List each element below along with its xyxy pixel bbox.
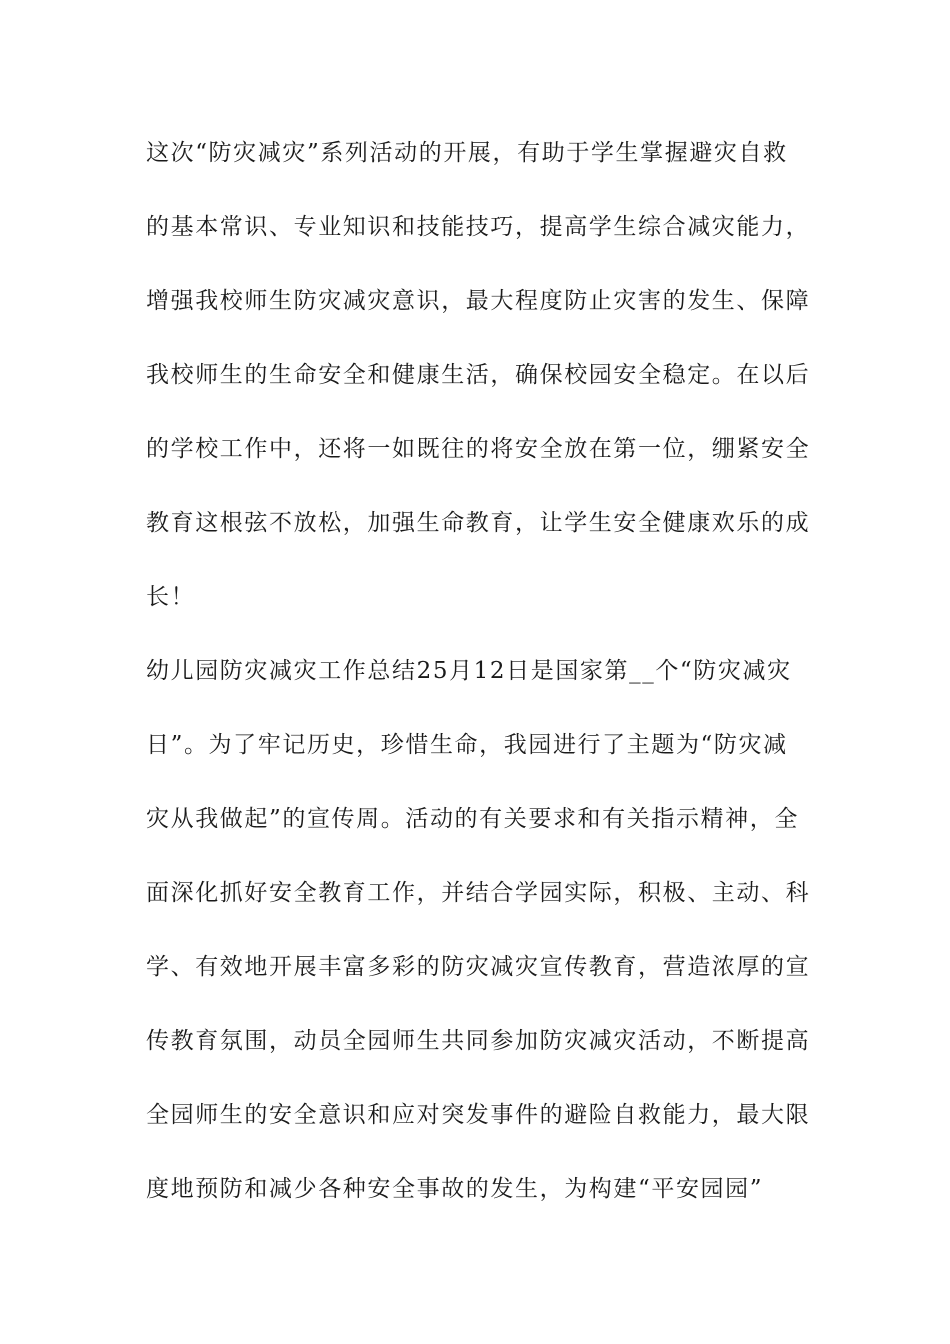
text-line: 我校师生的生命安全和健康生活，确保校园安全稳定。在以后	[146, 362, 811, 388]
text-line: 的学校工作中，还将一如既往的将安全放在第一位，绷紧安全	[146, 436, 811, 462]
text-line: 全园师生的安全意识和应对突发事件的避险自救能力，最大限	[146, 1102, 811, 1128]
text-line: 日”。为了牢记历史，珍惜生命，我园进行了主题为“防灾减	[146, 732, 788, 758]
text-line: 传教育氛围，动员全园师生共同参加防灾减灾活动，不断提高	[146, 1028, 811, 1054]
text-line: 面深化抓好安全教育工作，并结合学园实际，积极、主动、科	[146, 880, 811, 906]
text-line: 教育这根弦不放松，加强生命教育，让学生安全健康欢乐的成	[146, 510, 811, 536]
text-line: 增强我校师生防灾减灾意识，最大程度防止灾害的发生、保障	[146, 288, 811, 314]
text-line: 这次“防灾减灾”系列活动的开展，有助于学生掌握避灾自救	[146, 140, 788, 166]
text-line: 长！	[146, 584, 196, 610]
text-line: 度地预防和减少各种安全事故的发生，为构建“平安园园”	[146, 1176, 764, 1202]
text-line: 灾从我做起”的宣传周。活动的有关要求和有关指示精神，全	[146, 806, 799, 832]
text-line: 的基本常识、专业知识和技能技巧，提高学生综合减灾能力，	[146, 214, 811, 240]
text-line: 幼儿园防灾减灾工作总结25月12日是国家第__个“防灾减灾	[146, 658, 792, 684]
text-line: 学、有效地开展丰富多彩的防灾减灾宣传教育，营造浓厚的宣	[146, 954, 811, 980]
